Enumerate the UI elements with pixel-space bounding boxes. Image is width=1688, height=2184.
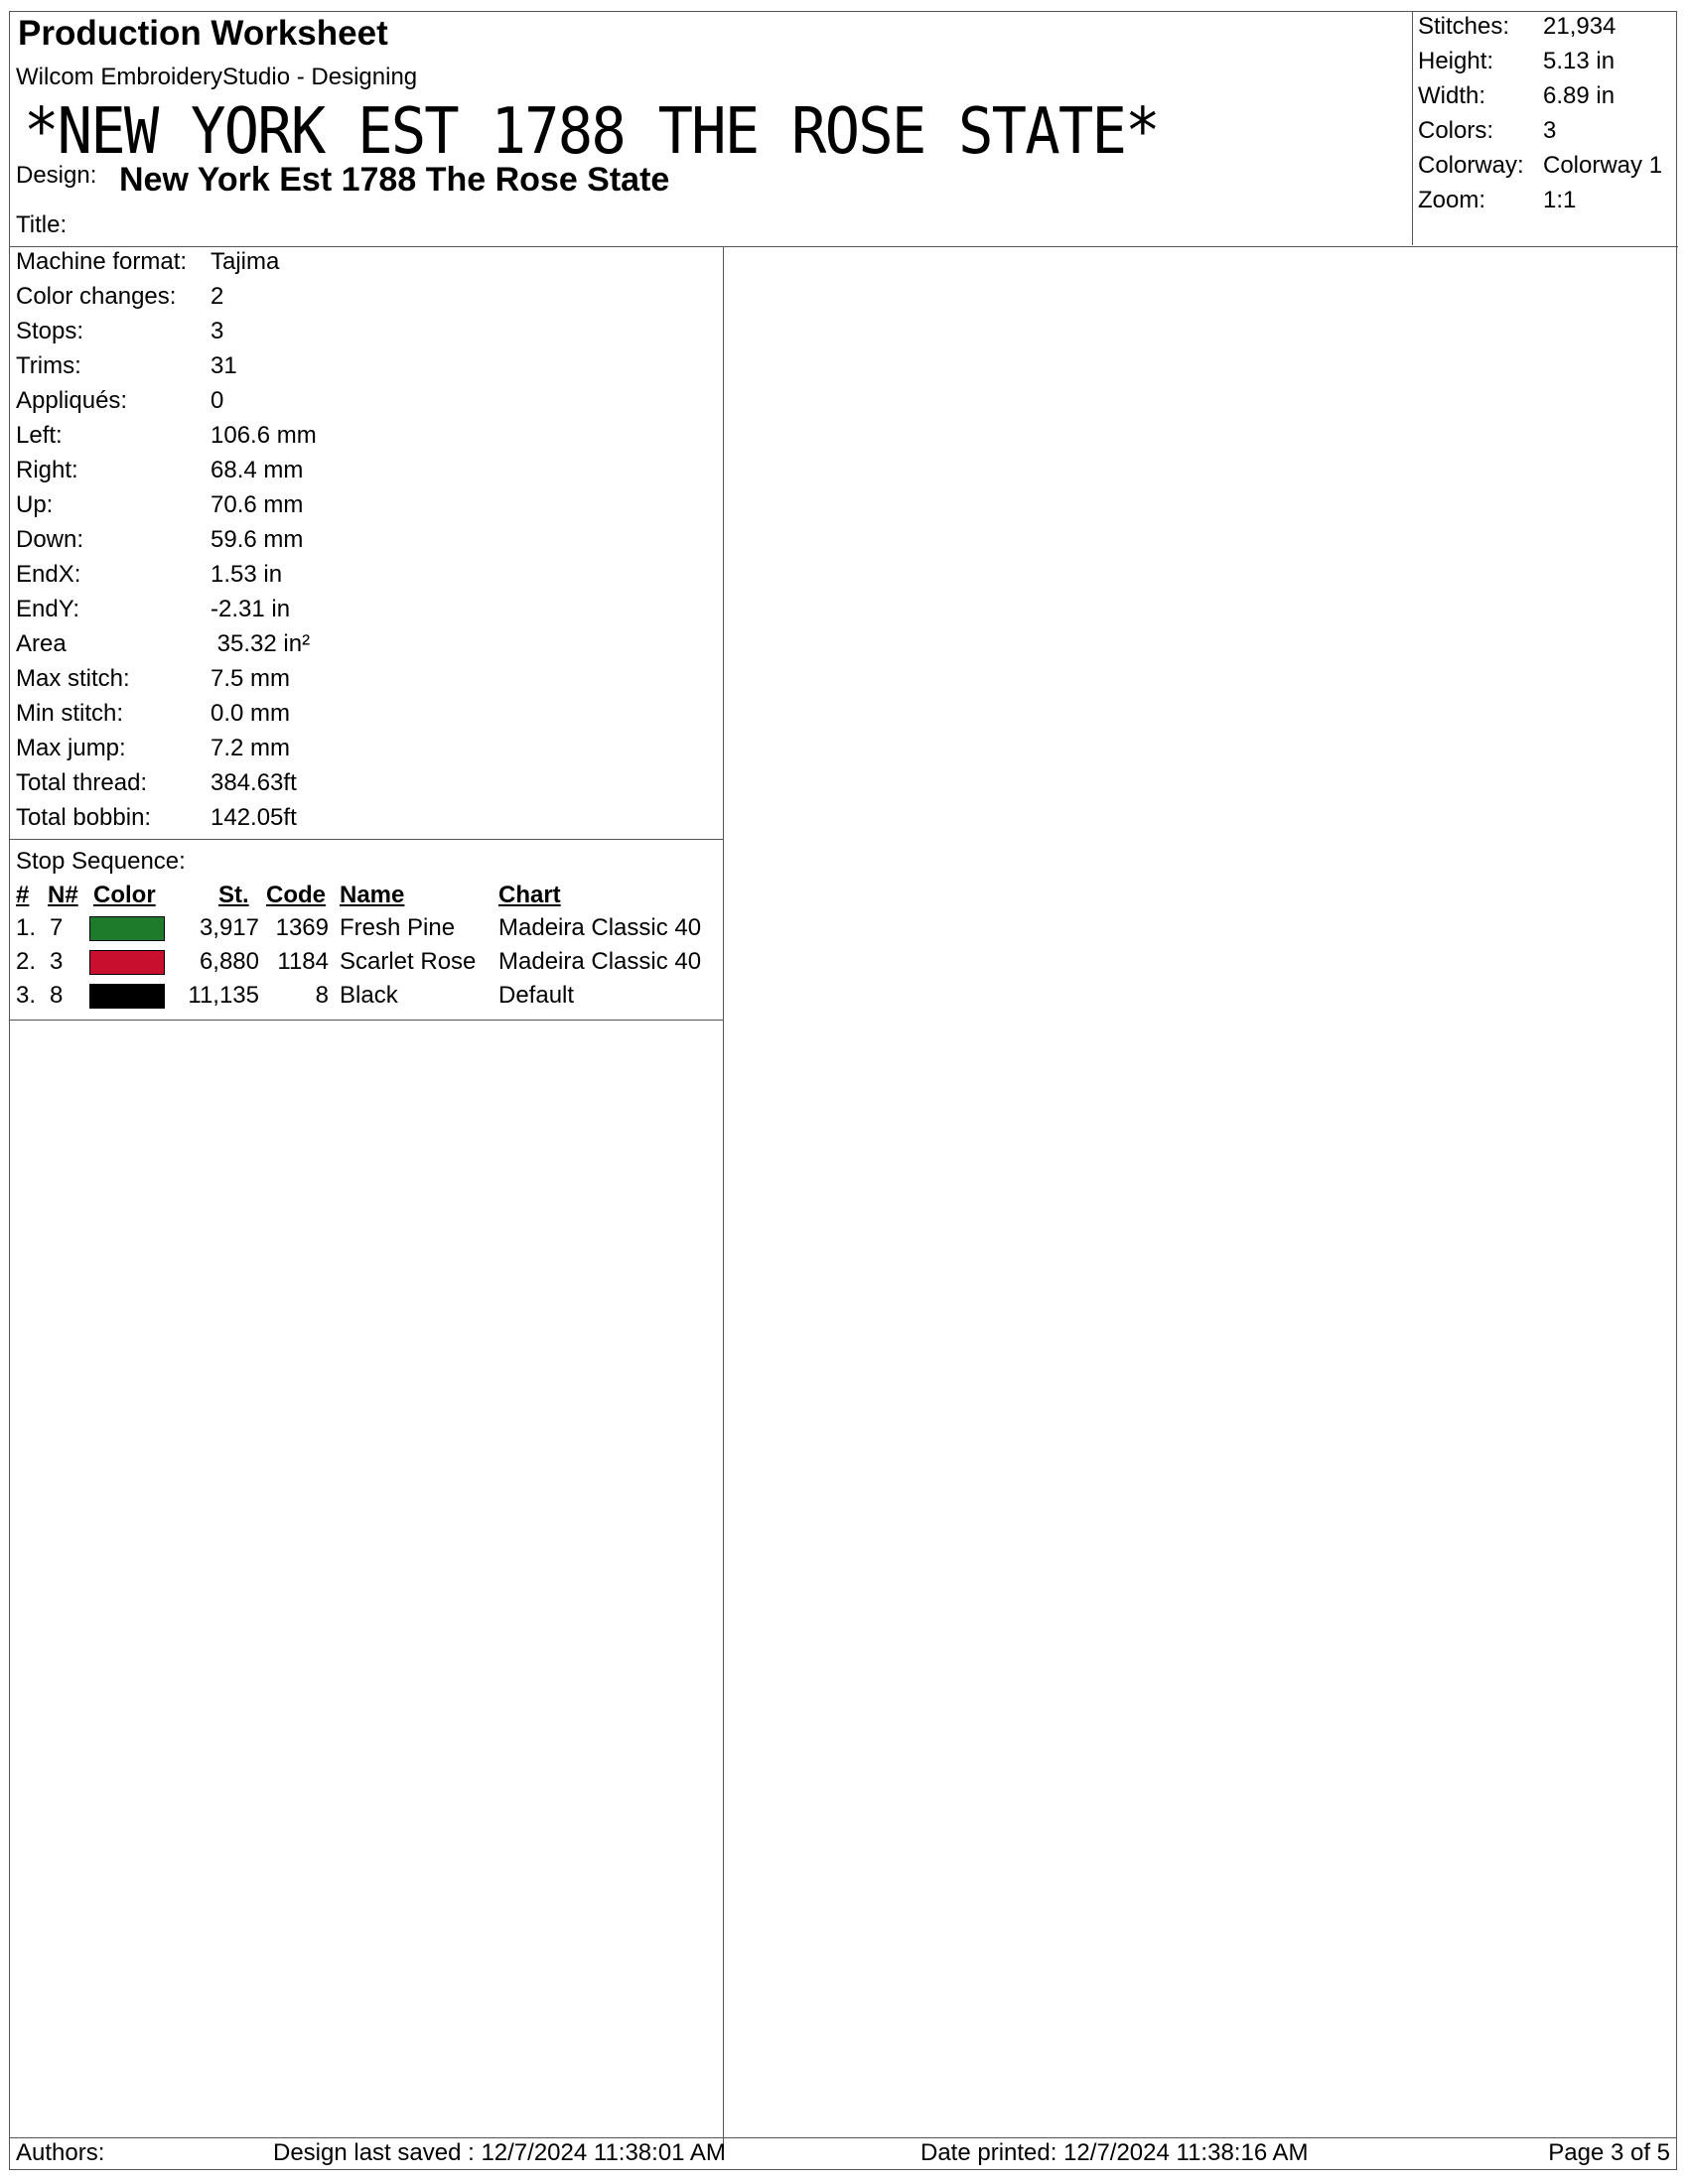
notes-area (10, 1021, 724, 2150)
design-statistics (10, 247, 724, 840)
stat-label: EndY: (16, 596, 80, 622)
colorway-value: Colorway 1 (1543, 152, 1663, 179)
stat-label: Area (16, 630, 67, 657)
stat-label: Stops: (16, 318, 84, 344)
row-code: 1369 (275, 914, 329, 941)
stat-value: 2 (211, 283, 224, 310)
stat-value: 106.6 mm (211, 422, 317, 449)
worksheet-footer (10, 2137, 1676, 2169)
color-swatch (89, 916, 165, 941)
row-needle: 3 (50, 948, 64, 975)
width-value: 6.89 in (1543, 82, 1616, 109)
row-name: Fresh Pine (340, 914, 456, 941)
worksheet-title: Production Worksheet (18, 14, 388, 53)
stat-value: 7.2 mm (211, 735, 291, 761)
colors-value: 3 (1543, 117, 1557, 144)
summary-panel (1412, 12, 1676, 245)
production-worksheet (9, 11, 1677, 2170)
stat-label: Max stitch: (16, 665, 130, 692)
stat-label: Total thread: (16, 769, 148, 796)
row-stitches: 11,135 (188, 982, 259, 1009)
row-num: 3. (16, 982, 37, 1009)
column-header-name: Name (340, 882, 405, 908)
stat-label: EndX: (16, 561, 81, 588)
application-subtitle: Wilcom EmbroideryStudio - Designing (16, 64, 418, 90)
stop-sequence-table (10, 840, 724, 1021)
stat-value: 0.0 mm (211, 700, 291, 727)
design-preview-area (724, 247, 1676, 2150)
column-header-code: Code (266, 882, 326, 908)
row-chart: Default (498, 982, 575, 1009)
stat-value: 70.6 mm (211, 491, 304, 518)
stat-label: Appliqués: (16, 387, 128, 414)
column-header-num: # (16, 882, 30, 908)
colorway-label: Colorway: (1418, 152, 1524, 179)
row-needle: 7 (50, 914, 64, 941)
row-chart: Madeira Classic 40 (498, 914, 702, 941)
row-stitches: 6,880 (199, 948, 259, 975)
row-name: Black (340, 982, 398, 1009)
colors-label: Colors: (1418, 117, 1494, 144)
height-value: 5.13 in (1543, 48, 1616, 74)
row-code: 8 (315, 982, 329, 1009)
zoom-value: 1:1 (1543, 187, 1577, 213)
height-label: Height: (1418, 48, 1494, 74)
stat-value: 1.53 in (211, 561, 283, 588)
stat-value: 7.5 mm (211, 665, 291, 692)
stat-value: 59.6 mm (211, 526, 304, 553)
design-name: New York Est 1788 The Rose State (119, 161, 670, 199)
title-label: Title: (16, 211, 68, 238)
stitches-label: Stitches: (1418, 13, 1510, 40)
stat-label: Down: (16, 526, 84, 553)
header-info (10, 12, 1412, 245)
stop-sequence-title: Stop Sequence: (16, 848, 186, 875)
authors-label: Authors: (16, 2139, 105, 2166)
stat-value: 31 (211, 352, 237, 379)
worksheet-header (10, 12, 1678, 247)
stat-label: Total bobbin: (16, 804, 152, 831)
row-name: Scarlet Rose (340, 948, 477, 975)
column-header-color: Color (93, 882, 156, 908)
stat-value: -2.31 in (211, 596, 291, 622)
row-needle: 8 (50, 982, 64, 1009)
stat-value: 68.4 mm (211, 457, 304, 483)
stat-value: 35.32 in² (211, 630, 311, 657)
color-swatch (89, 984, 165, 1009)
row-stitches: 3,917 (199, 914, 259, 941)
last-saved-text: Design last saved : 12/7/2024 11:38:01 AM (273, 2139, 726, 2166)
design-label: Design: (16, 162, 97, 189)
column-header-stitches: St. (218, 882, 249, 908)
design-banner-text: *NEW YORK EST 1788 THE ROSE STATE* (24, 95, 1159, 169)
date-printed-text: Date printed: 12/7/2024 11:38:16 AM (920, 2139, 1309, 2166)
column-header-needle: N# (48, 882, 78, 908)
stat-label: Right: (16, 457, 78, 483)
color-swatch (89, 950, 165, 975)
page-number: Page 3 of 5 (1548, 2139, 1670, 2166)
stat-label: Left: (16, 422, 63, 449)
stat-label: Color changes: (16, 283, 177, 310)
row-chart: Madeira Classic 40 (498, 948, 702, 975)
stat-value: Tajima (211, 248, 280, 275)
stat-label: Max jump: (16, 735, 126, 761)
column-header-chart: Chart (498, 882, 561, 908)
stitches-value: 21,934 (1543, 13, 1617, 40)
stat-label: Trims: (16, 352, 81, 379)
stat-value: 3 (211, 318, 224, 344)
stat-label: Up: (16, 491, 54, 518)
width-label: Width: (1418, 82, 1486, 109)
stat-value: 142.05ft (211, 804, 297, 831)
row-num: 2. (16, 948, 37, 975)
zoom-label: Zoom: (1418, 187, 1486, 213)
stat-label: Min stitch: (16, 700, 124, 727)
row-code: 1184 (277, 948, 329, 975)
stat-label: Machine format: (16, 248, 188, 275)
row-num: 1. (16, 914, 37, 941)
stat-value: 384.63ft (211, 769, 297, 796)
stat-value: 0 (211, 387, 224, 414)
